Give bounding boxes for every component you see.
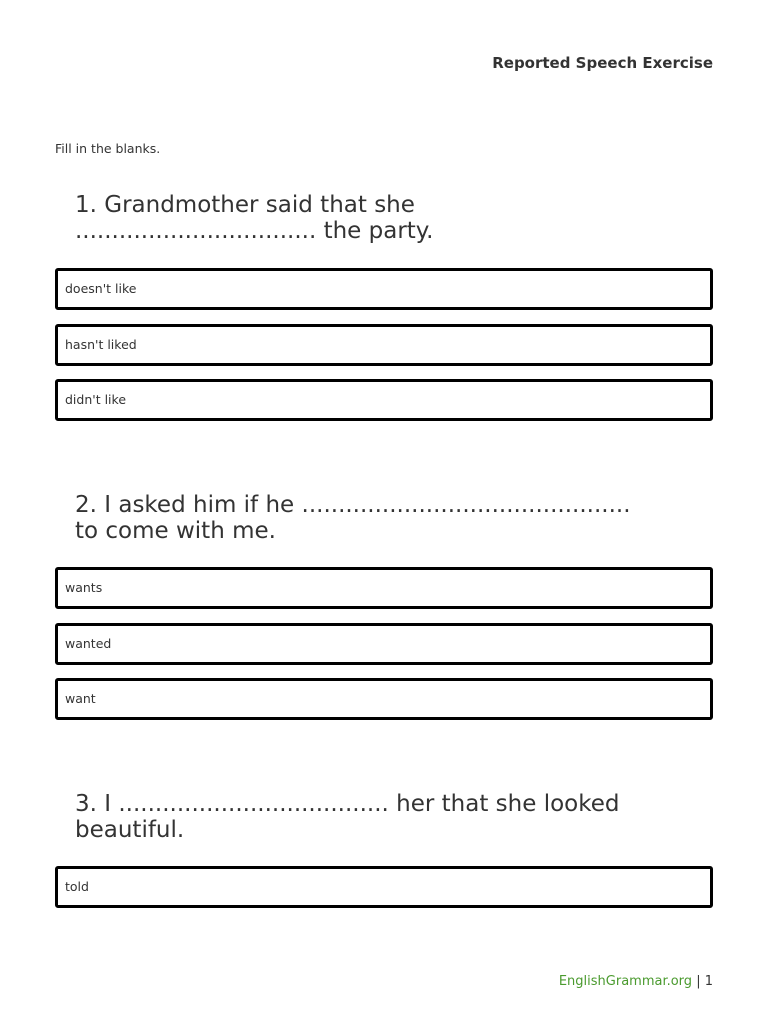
question-2-line-1: 2. I asked him if he ............................................. (75, 492, 631, 518)
option-label: doesn't like (65, 281, 137, 296)
instructions-text: Fill in the blanks. (55, 141, 161, 156)
question-3-line-1: 3. I ..................................... her that she looked (75, 791, 620, 817)
question-2 (75, 492, 715, 544)
question-1-option-1[interactable] (55, 268, 713, 310)
page-number: 1 (704, 974, 713, 989)
question-1 (75, 192, 715, 244)
footer-site-link[interactable]: EnglishGrammar.org (558, 974, 693, 989)
question-3 (75, 791, 715, 843)
question-1-option-3[interactable] (55, 379, 713, 421)
page-footer (559, 974, 713, 989)
footer-separator: | (692, 974, 705, 989)
question-3-option-1[interactable] (55, 866, 713, 908)
question-2-option-2[interactable] (55, 623, 713, 665)
question-3-line-2: beautiful. (75, 817, 185, 843)
option-label: wanted (65, 636, 112, 651)
question-2-option-3[interactable] (55, 678, 713, 720)
question-1-option-2[interactable] (55, 324, 713, 366)
option-label: hasn't liked (65, 337, 137, 352)
option-label: wants (65, 580, 103, 595)
question-1-line-2: ................................. the party. (75, 218, 434, 244)
option-label: told (65, 879, 89, 894)
question-1-line-1: 1. Grandmother said that she (75, 192, 415, 218)
page-header-title: Reported Speech Exercise (492, 54, 713, 72)
option-label: didn't like (65, 392, 127, 407)
question-2-line-2: to come with me. (75, 518, 276, 544)
option-label: want (65, 691, 96, 706)
question-2-option-1[interactable] (55, 567, 713, 609)
